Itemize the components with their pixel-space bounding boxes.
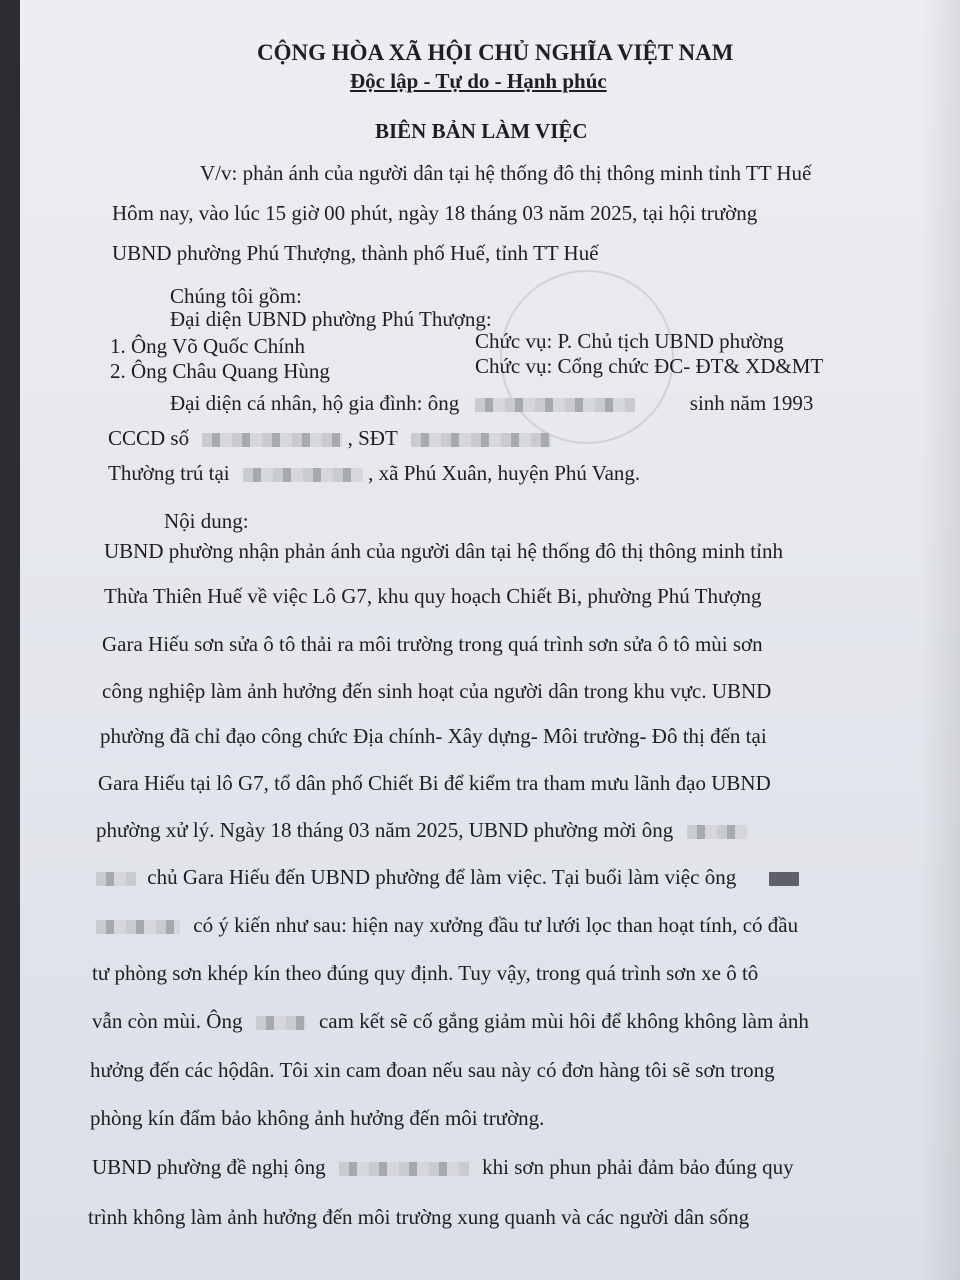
content-line-11-rest: cam kết sẽ cố gắng giảm mùi hôi để không không làm ảnh: [318, 1009, 809, 1033]
content-line-4: công nghiệp làm ảnh hưởng đến sinh hoạt của người dân trong khu vực. UBND: [102, 679, 772, 703]
redacted-name: [96, 872, 136, 886]
content-label: Nội dung:: [164, 509, 249, 533]
redacted-address: [243, 468, 363, 482]
content-line-9: [96, 912, 798, 938]
document-title: BIÊN BẢN LÀM VIỆC: [375, 119, 588, 143]
redacted-name: [769, 872, 799, 886]
redacted-id-number: [202, 433, 342, 447]
page-shadow: [920, 0, 960, 1280]
content-line-13: phòng kín đẩm bảo không ảnh hưởng đến môi trường.: [90, 1106, 545, 1130]
member-2-role: Chức vụ: Cổng chức ĐC- ĐT& XD&MT: [475, 354, 824, 378]
content-line-7-text: phường xử lý. Ngày 18 tháng 03 năm 2025, UBND phường mời ông: [96, 818, 674, 842]
residence-label: Thường trú tại: [108, 461, 230, 485]
member-1-role: Chức vụ: P. Chủ tịch UBND phường: [475, 329, 784, 353]
birth-year: sinh năm 1993: [689, 391, 814, 415]
redacted-name: [339, 1162, 469, 1176]
content-line-6: Gara Hiếu tại lô G7, tổ dân phố Chiết Bi để kiểm tra tham mưu lãnh đạo UBND: [98, 771, 771, 795]
intro-line-2: UBND phường Phú Thượng, thành phố Huế, tỉnh TT Huế: [112, 241, 599, 265]
content-line-11-text: vẫn còn mùi. Ông: [92, 1009, 243, 1033]
content-line-14: [92, 1154, 794, 1180]
motto-heading: Độc lập - Tự do - Hạnh phúc: [350, 69, 607, 93]
citizen-line: [170, 390, 813, 416]
content-line-15: trình không làm ảnh hưởng đến môi trường xung quanh và các người dân sống: [88, 1205, 750, 1229]
residence-rest: , xã Phú Xuân, huyện Phú Vang.: [368, 461, 641, 485]
redacted-name: [256, 1016, 306, 1030]
attendees-label: Chúng tôi gồm:: [170, 284, 302, 308]
subject-line: V/v: phản ánh của người dân tại hệ thống đô thị thông minh tỉnh TT Huế: [200, 161, 812, 185]
ubnd-rep-label: Đại diện UBND phường Phú Thượng:: [170, 307, 492, 331]
content-line-8-text: chủ Gara Hiếu đến UBND phường để làm việc. Tại buổi làm việc ông: [147, 865, 737, 889]
content-line-11: [92, 1008, 809, 1034]
redacted-name: [687, 825, 747, 839]
content-line-3: Gara Hiếu sơn sửa ô tô thải ra môi trường trong quá trình sơn sửa ô tô mùi sơn: [102, 632, 763, 656]
document-page: [20, 0, 960, 1280]
redacted-name: [475, 398, 635, 412]
citizen-label: Đại diện cá nhân, hộ gia đình: ông: [170, 391, 460, 415]
phone-label: , SĐT: [347, 426, 398, 450]
content-line-7: [96, 817, 747, 843]
redacted-name: [96, 920, 180, 934]
member-1-name: 1. Ông Võ Quốc Chính: [110, 334, 306, 358]
id-line: [108, 425, 551, 451]
content-line-1: UBND phường nhận phản ánh của người dân tại hệ thống đô thị thông minh tỉnh: [104, 539, 783, 563]
content-line-10: tư phòng sơn khép kín theo đúng quy định. Tuy vậy, trong quá trình sơn xe ô tô: [92, 961, 759, 985]
content-line-2: Thừa Thiên Huế về việc Lô G7, khu quy hoạch Chiết Bi, phường Phú Thượng: [104, 584, 762, 608]
residence-line: [108, 460, 640, 486]
content-line-8: [96, 864, 799, 890]
id-label: CCCD số: [108, 426, 190, 450]
member-2-name: 2. Ông Châu Quang Hùng: [110, 359, 330, 383]
content-line-14-text: UBND phường đề nghị ông: [92, 1155, 326, 1179]
intro-line-1: Hôm nay, vào lúc 15 giờ 00 phút, ngày 18 tháng 03 năm 2025, tại hội trường: [112, 201, 758, 225]
content-line-12: hưởng đến các hộdân. Tôi xin cam đoan nếu sau này có đơn hàng tôi sẽ sơn trong: [90, 1058, 775, 1082]
content-line-5: phường đã chỉ đạo công chức Địa chính- Xây dựng- Môi trường- Đô thị đến tại: [100, 724, 767, 748]
redacted-phone-number: [411, 433, 551, 447]
content-line-9-text: có ý kiến như sau: hiện nay xưởng đầu tư lưới lọc than hoạt tính, có đầu: [193, 913, 799, 937]
country-heading: CỘNG HÒA XÃ HỘI CHỦ NGHĨA VIỆT NAM: [257, 40, 734, 65]
content-line-14-rest: khi sơn phun phải đảm bảo đúng quy: [482, 1155, 794, 1179]
